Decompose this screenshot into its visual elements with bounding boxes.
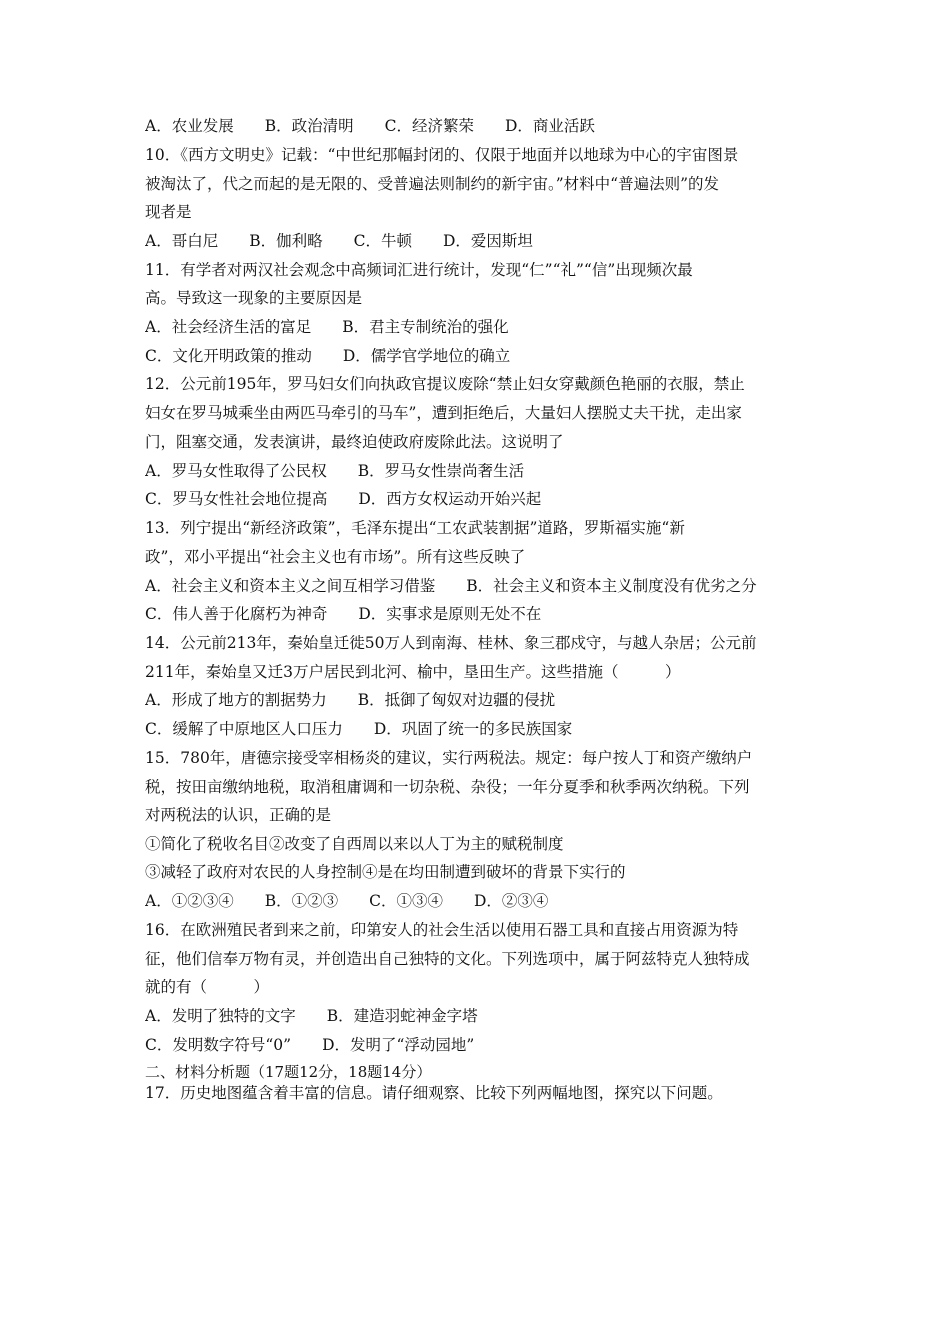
q14-stem-line-1: 14．公元前213年，秦始皇迁徙50万人到南海、桂林、象三郡戍守，与越人杂居；公元前 [145, 634, 757, 652]
q16-stem-line-2: 征，他们信奉万物有灵，并创造出自己独特的文化。下列选项中，属于阿兹特克人独特成 [145, 950, 750, 968]
q9-options: A．农业发展 B．政治清明 C．经济繁荣 D．商业活跃 [145, 117, 595, 135]
q14-stem-line-2: 211年，秦始皇又迁3万户居民到北河、榆中，垦田生产。这些措施（ ） [145, 663, 681, 681]
q10-stem-line-2: 被淘汰了，代之而起的是无限的、受普遍法则制约的新宇宙。”材料中“普遍法则”的发 [145, 175, 720, 193]
q15-stem-line-2: 税，按田亩缴纳地税，取消租庸调和一切杂税、杂役；一年分夏季和秋季两次纳税。下列 [145, 778, 750, 796]
q15-statements-3-4: ③减轻了政府对农民的人身控制④是在均田制遭到破坏的背景下实行的 [145, 863, 626, 881]
q11-stem-line-2: 高。导致这一现象的主要原因是 [145, 289, 363, 307]
q15-stem-line-1: 15．780年，唐德宗接受宰相杨炎的建议，实行两税法。规定：每户按人丁和资产缴纳户 [145, 749, 753, 767]
q10-stem-line-1: 10．《西方文明史》记载：“中世纪那幅封闭的、仅限于地面并以地球为中心的宇宙图景 [145, 146, 739, 164]
q10-stem-line-3: 现者是 [145, 203, 192, 221]
q12-stem-line-2: 妇女在罗马城乘坐由两匹马牵引的马车”，遭到拒绝后，大量妇人摆脱丈夫干扰，走出家 [145, 404, 742, 422]
q13-options-ab: A．社会主义和资本主义之间互相学习借鉴 B．社会主义和资本主义制度没有优劣之分 [145, 577, 757, 595]
q15-stem-line-3: 对两税法的认识，正确的是 [145, 806, 332, 824]
q14-options-cd: C．缓解了中原地区人口压力 D．巩固了统一的多民族国家 [145, 720, 573, 738]
q12-stem-line-3: 门，阻塞交通，发表演讲，最终迫使政府废除此法。这说明了 [145, 433, 564, 451]
q11-options-cd: C．文化开明政策的推动 D．儒学官学地位的确立 [145, 347, 511, 365]
q17-stem: 17．历史地图蕴含着丰富的信息。请仔细观察、比较下列两幅地图，探究以下问题。 [145, 1084, 723, 1102]
q11-stem-line-1: 11．有学者对两汉社会观念中高频词汇进行统计，发现“仁”“礼”“信”出现频次最 [145, 261, 693, 279]
section-heading-material-analysis: 二、材料分析题（17题12分，18题14分） [145, 1063, 432, 1081]
q15-options: A．①②③④ B．①②③ C．①③④ D．②③④ [145, 892, 549, 910]
q14-options-ab: A．形成了地方的割据势力 B．抵御了匈奴对边疆的侵扰 [145, 691, 556, 709]
q16-stem-line-1: 16．在欧洲殖民者到来之前，印第安人的社会生活以使用石器工具和直接占用资源为特 [145, 921, 739, 939]
q15-statements-1-2: ①简化了税收名目②改变了自西周以来以人丁为主的赋税制度 [145, 835, 564, 853]
q10-options: A．哥白尼 B．伽利略 C．牛顿 D．爱因斯坦 [145, 232, 533, 250]
q16-stem-line-3: 就的有（ ） [145, 978, 270, 996]
q13-stem-line-1: 13．列宁提出“新经济政策”，毛泽东提出“工农武装割据”道路，罗斯福实施“新 [145, 519, 685, 537]
q11-options-ab: A．社会经济生活的富足 B．君主专制统治的强化 [145, 318, 509, 336]
q12-stem-line-1: 12．公元前195年，罗马妇女们向执政官提议废除“禁止妇女穿戴颜色艳丽的衣服，禁止 [145, 375, 745, 393]
q16-options-ab: A．发明了独特的文字 B．建造羽蛇神金字塔 [145, 1007, 478, 1025]
q12-options-ab: A．罗马女性取得了公民权 B．罗马女性崇尚奢生活 [145, 462, 525, 480]
q12-options-cd: C．罗马女性社会地位提高 D．西方女权运动开始兴起 [145, 490, 542, 508]
q13-stem-line-2: 政”，邓小平提出“社会主义也有市场”。所有这些反映了 [145, 548, 526, 566]
q13-options-cd: C．伟人善于化腐朽为神奇 D．实事求是原则无处不在 [145, 605, 542, 623]
q16-options-cd: C．发明数字符号“0” D．发明了“浮动园地” [145, 1036, 475, 1054]
